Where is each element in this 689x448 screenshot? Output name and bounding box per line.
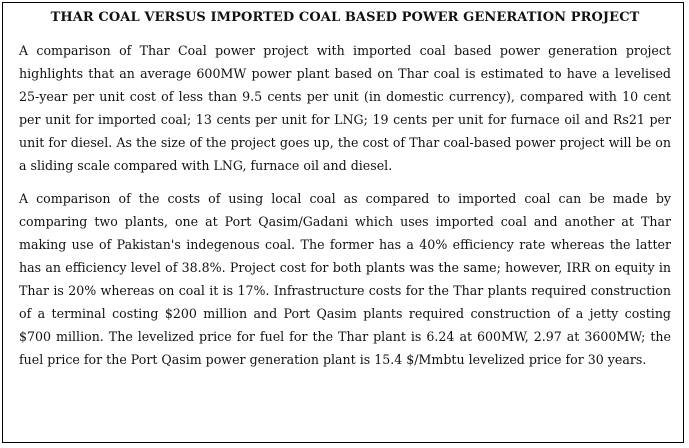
document-box bbox=[2, 2, 684, 443]
paragraph-thar-cost-comparison: A comparison of Thar Coal power project with imported coal based power generation project highlights that an average 600MW power plant based on Thar coal is estimated to have a levelised 25-year per unit cost of less than 9.5 cents per unit (in domestic currency), compared with 10 cent per unit for imported coal; 13 cents per unit for LNG; 19 cents per unit for furnace oil and Rs21 per unit for diesel. As the size of the project goes up, the cost of Thar coal-based power project will be on a sliding scale compared with LNG, furnace oil and diesel. bbox=[19, 43, 671, 173]
document-title: THAR COAL VERSUS IMPORTED COAL BASED POWER GENERATION PROJECT bbox=[50, 10, 640, 25]
paragraph-local-vs-imported-coal: A comparison of the costs of using local coal as compared to imported coal can be made by comparing two plants, one at Port Qasim/Gadani which uses imported coal and another at Thar making use of Pakistan's indegenous coal. The former has a 40% efficiency rate whereas the latter has an efficiency level of 38.8%. Project cost for both plants was the same; however, IRR on equity in Thar is 20% whereas on coal it is 17%. Infrastructure costs for the Thar plants required construction of a terminal costing $200 million and Port Qasim plants required construction of a jetty costing $700 million. The levelized price for fuel for the Thar plant is 6.24 at 600MW, 2.97 at 3600MW; the fuel price for the Port Qasim power generation plant is 15.4 $/Mmbtu levelized price for 30 years. bbox=[19, 191, 671, 367]
